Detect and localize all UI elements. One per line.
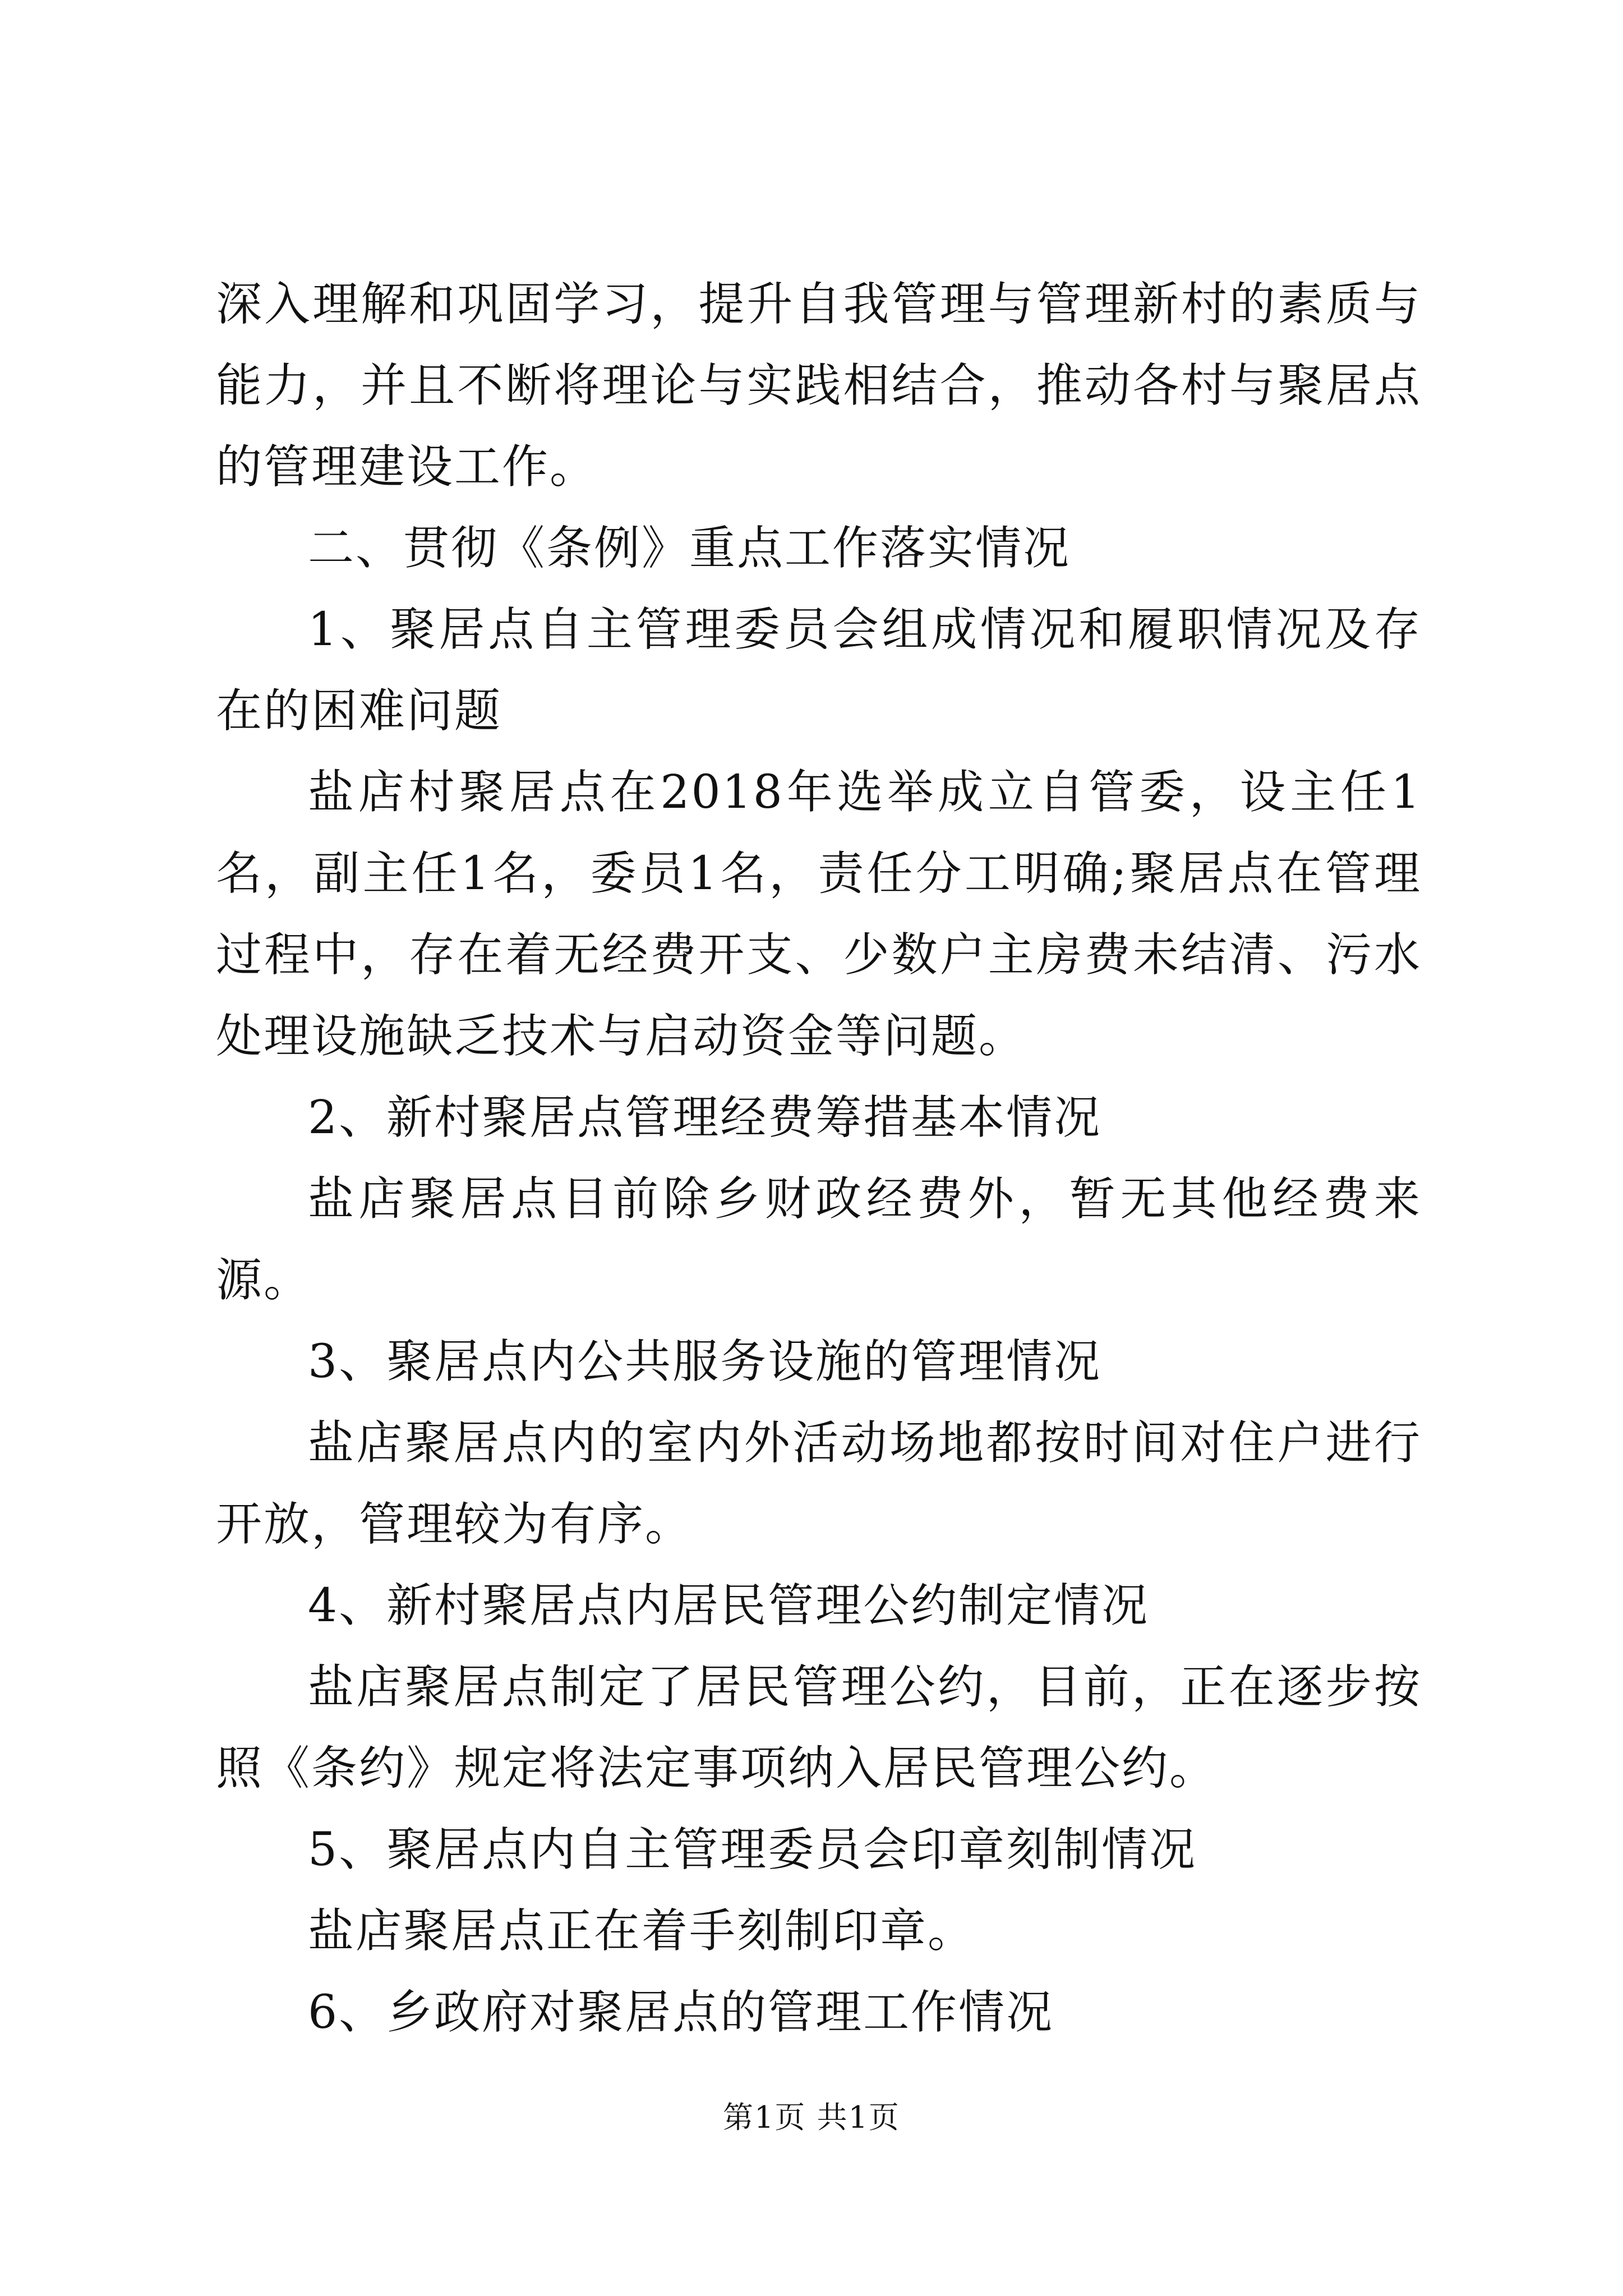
paragraph-continuation: 深入理解和巩固学习，提升自我管理与管理新村的素质与能力，并且不断将理论与实践相结合，推动各村与聚居点的管理建设工作。 bbox=[216, 278, 1422, 494]
item-body-2: 盐店聚居点目前除乡财政经费外，暂无其他经费来源。 bbox=[216, 1172, 1422, 1307]
item-body-4: 盐店聚居点制定了居民管理公约，目前，正在逐步按照《条约》规定将法定事项纳入居民管理公约。 bbox=[216, 1660, 1422, 1795]
item-heading-3: 3、聚居点内公共服务设施的管理情况 bbox=[308, 1335, 1102, 1388]
item-heading-2: 2、新村聚居点管理经费筹措基本情况 bbox=[308, 1091, 1102, 1144]
item-heading-1: 1、聚居点自主管理委员会组成情况和履职情况及存在的困难问题 bbox=[216, 603, 1422, 738]
item-heading-6: 6、乡政府对聚居点的管理工作情况 bbox=[308, 1986, 1054, 2039]
item-body-3: 盐店聚居点内的室内外活动场地都按时间对住户进行开放，管理较为有序。 bbox=[216, 1416, 1422, 1551]
section-heading: 二、贯彻《条例》重点工作落实情况 bbox=[308, 522, 1071, 575]
item-body-1: 盐店村聚居点在2018年选举成立自管委，设主任1名，副主任1名，委员1名，责任分工明确;聚居点在管理过程中，存在着无经费开支、少数户主房费未结清、污水处理设施缺乏技术与启动资金等问题。 bbox=[216, 766, 1422, 1063]
page-footer: 第1页 共1页 bbox=[723, 2100, 900, 2135]
item-heading-4: 4、新村聚居点内居民管理公约制定情况 bbox=[308, 1579, 1150, 1632]
document-body bbox=[216, 264, 1422, 2053]
item-heading-5: 5、聚居点内自主管理委员会印章刻制情况 bbox=[308, 1823, 1197, 1876]
item-body-5: 盐店聚居点正在着手刻制印章。 bbox=[308, 1904, 976, 1958]
